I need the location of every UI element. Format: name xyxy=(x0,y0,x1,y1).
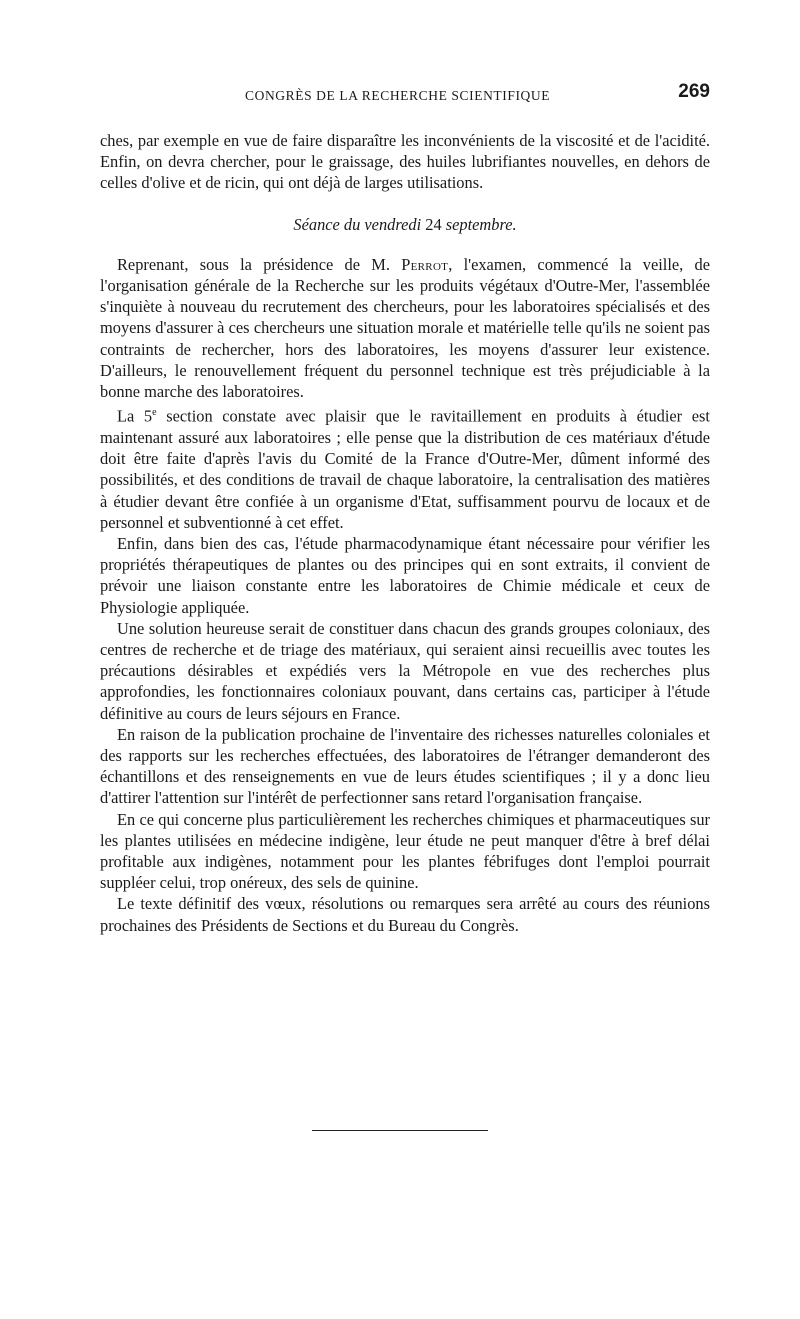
session-heading xyxy=(100,214,710,235)
session-heading-prefix: Séance du vendredi xyxy=(293,214,426,234)
paragraph-6: En ce qui concerne plus particulièrement les recherches chimiques et pharmaceutiques sur les plantes utilisées en médecine indigène, leur étude ne peut manquer d'être à bref délai profitable aux indigènes, notamment pour les plantes fébrifuges dont l'emploi pourrait suppléer celui, trop onéreux, des sels de quinine. xyxy=(100,809,710,893)
continuation-paragraph: ches, par exemple en vue de faire disparaître les inconvénients de la viscosité et de l'acidité. Enfin, on devra chercher, pour le graissage, des huiles lubrifiantes nouvelles, en dehors de celles d'olive et de ricin, qui ont déjà de larges utilisations. xyxy=(100,131,710,193)
ordinal-superscript: e xyxy=(152,407,157,419)
paragraph-1-rest: , l'examen, commencé la veille, de l'organisation générale de la Recherche sur les produits végétaux d'Outre-Mer, l'assemblée s'inquiète à nouveau du recrutement des chercheurs, pour les laboratoires spécialisés et des moyens d'assurer à ces chercheurs une situation morale et matérielle telle qu'ils ne soient pas contraints de rechercher, hors des laboratoires, les moyens d'assurer leur existence. D'ailleurs, le renouvellement fréquent du personnel technique est très préjudiciable à la bonne marche des laboratoires. xyxy=(100,254,710,402)
paragraph-1-lead: Reprenant, sous la présidence de M. xyxy=(117,254,402,274)
session-heading-day: 24 xyxy=(425,214,442,234)
paragraph-1 xyxy=(100,254,710,402)
paragraph-4: Une solution heureuse serait de constituer dans chacun des grands groupes coloniaux, des centres de recherche et de triage des matériaux, qui seraient ainsi recueillis avec toutes les précautions désirables et expédiés vers la Métropole en vue des recherches plus approfondies, les fonctionnaires coloniaux pouvant, dans certains cas, participer à l'étude définitive au cours de leurs séjours en France. xyxy=(100,618,710,723)
paragraph-3: Enfin, dans bien des cas, l'étude pharmacodynamique étant nécessaire pour vérifier les propriétés thérapeutiques de plantes ou des principes qui en sont extraits, il convient de prévoir une liaison constante entre les laboratoires de Chimie médicale et ceux de Physiologie appliquée. xyxy=(100,533,710,617)
paragraph-2 xyxy=(100,402,710,533)
paragraph-2-rest: section constate avec plaisir que le ravitaillement en produits à étudier est maintenant assuré aux laboratoires ; elle pense que la distribution de ces matériaux d'étude doit être faite d'après l'avis du Comité de la France d'Outre-Mer, dûment informé des possibilités, et des conditions de travail de chaque laboratoire, la centralisation des matières à étudier devant être confiée à un organisme d'Etat, suffisamment pourvu de locaux et de personnel et subventionné à cet effet. xyxy=(100,406,710,532)
session-heading-suffix: septembre. xyxy=(441,214,517,234)
paragraph-7: Le texte définitif des vœux, résolutions ou remarques sera arrêté au cours des réunions prochaines des Présidents de Sections et du Bureau du Congrès. xyxy=(100,894,710,935)
president-name: Perrot xyxy=(401,254,449,274)
body-text xyxy=(100,130,710,936)
running-title: CONGRÈS DE LA RECHERCHE SCIENTIFIQUE xyxy=(245,88,551,103)
section-end-rule xyxy=(312,1130,488,1131)
paragraph-2-lead: La 5 xyxy=(117,406,153,426)
running-header xyxy=(100,80,710,110)
page-number: 269 xyxy=(678,81,710,102)
paragraph-5: En raison de la publication prochaine de l'inventaire des richesses naturelles coloniales et des rapports sur les recherches effectuées, des laboratoires de l'étranger demanderont des échantillons et des renseignements en vue de leurs études scientifiques ; il y a donc lieu d'attirer l'attention sur l'intérêt de perfectionner sans retard l'organisation française. xyxy=(100,724,710,808)
